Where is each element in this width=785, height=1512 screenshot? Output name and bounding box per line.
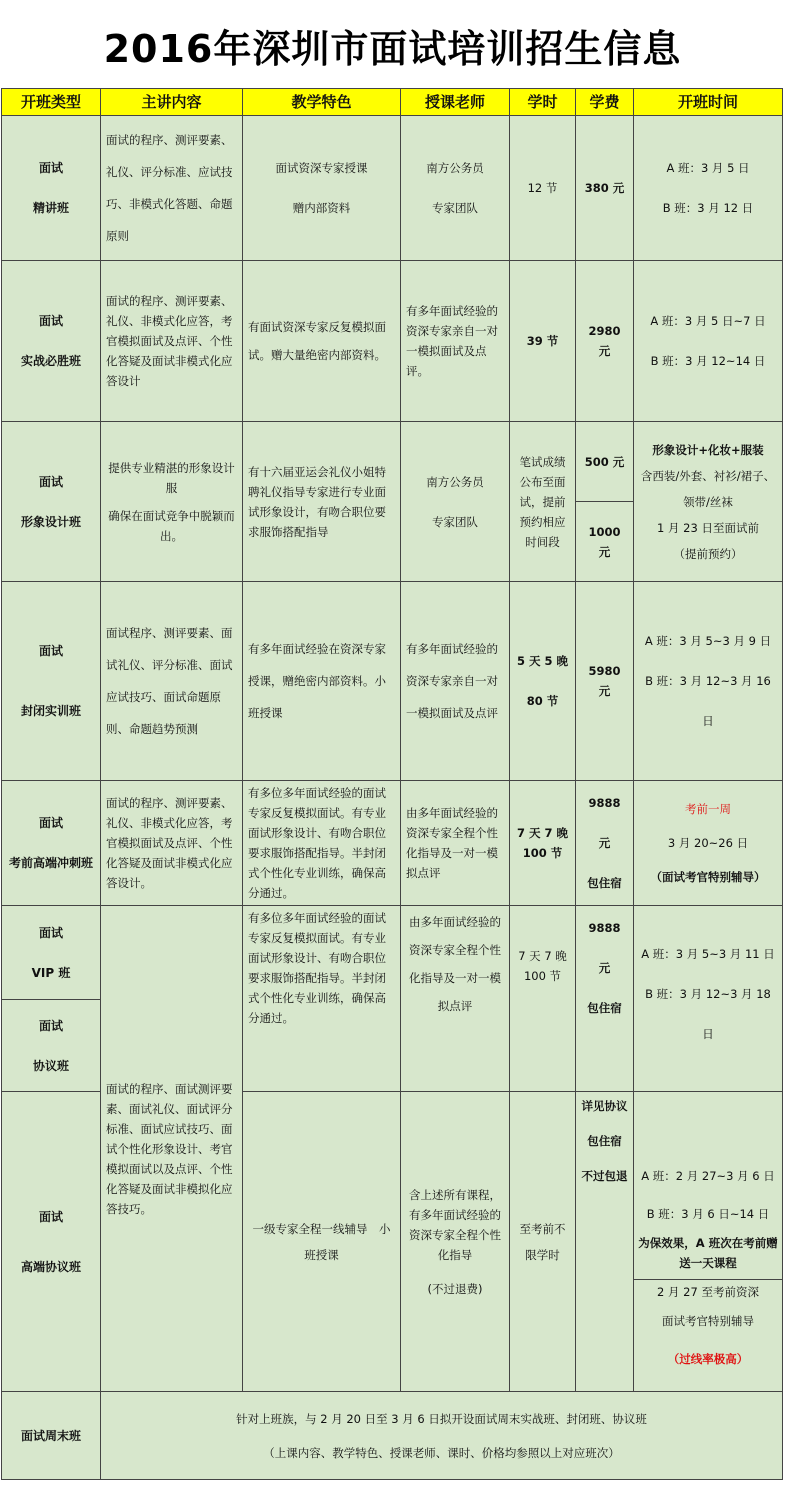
- class-feature: 有十六届亚运会礼仪小姐特聘礼仪指导专家进行专业面试形象设计，有吻合职位要求服饰搭配指导: [243, 422, 401, 582]
- class-fee: 9888 元 包住宿: [576, 781, 634, 906]
- class-hours: 7 天 7 晚 100 节: [510, 906, 576, 1092]
- class-time: 考前一周 3 月 20~26 日 （面试考官特别辅导）: [634, 781, 783, 906]
- header-type: 开班类型: [2, 89, 101, 116]
- class-type: 面试 实战必胜班: [2, 261, 101, 422]
- class-fee: 5980 元: [576, 582, 634, 781]
- class-type: 面试 精讲班: [2, 116, 101, 261]
- class-feature: 有多位多年面试经验的面试专家反复模拟面试。有专业面试形象设计、有吻合职位要求服饰搭配指导。半封闭式个性化专业训练，确保高分通过。: [243, 781, 401, 906]
- class-fee: 380 元: [576, 116, 634, 261]
- class-fee: 1000 元: [576, 502, 634, 582]
- class-hours: 至考前不限学时: [510, 1092, 576, 1392]
- class-teacher: 由多年面试经验的资深专家全程个性 化指导及一对一模拟点评: [401, 906, 510, 1092]
- class-hours: 12 节: [510, 116, 576, 261]
- class-type: 面试 考前高端冲刺班: [2, 781, 101, 906]
- class-feature: 有多位多年面试经验的面试专家反复模拟面试。有专业面试形象设计、有吻合职位要求服饰搭配指导。半封闭式个性化专业训练，确保高分通过。: [243, 906, 401, 1092]
- class-content: 提供专业精湛的形象设计服 确保在面试竞争中脱颖而出。: [101, 422, 243, 582]
- class-time: [634, 1092, 783, 1392]
- header-teacher: 授课老师: [401, 89, 510, 116]
- class-teacher: 南方公务员 专家团队: [401, 422, 510, 582]
- class-fee: 2980 元: [576, 261, 634, 422]
- table-row: [2, 906, 783, 1000]
- table-row: [2, 422, 783, 502]
- class-feature: 有多年面试经验在资深专家授课，赠绝密内部资料。小班授课: [243, 582, 401, 781]
- header-row: [2, 89, 783, 116]
- class-feature: 有面试资深专家反复模拟面试。赠大量绝密内部资料。: [243, 261, 401, 422]
- page-title: 2016年深圳市面试培训招生信息: [103, 27, 682, 71]
- class-type: 面试周末班: [2, 1392, 101, 1480]
- class-type: 面试 形象设计班: [2, 422, 101, 582]
- class-content: 面试程序、测评要素、面试礼仪、评分标准、面试应试技巧、面试命题原则、命题趋势预测: [101, 582, 243, 781]
- special-tutoring-block: 2 月 27 至考前资深 面试考官特别辅导 （过线率极高）: [634, 1279, 782, 1386]
- class-content: 面试的程序、测评要素、礼仪、非模式化应答，考官模拟面试及点评、个性化答疑及面试非模式化应答设计: [101, 261, 243, 422]
- table-row: [2, 1392, 783, 1480]
- table-row: [2, 781, 783, 906]
- class-fee: 详见协议 包住宿 不过包退: [576, 1092, 634, 1392]
- class-time: A 班：3 月 5 日 B 班：3 月 12 日: [634, 116, 783, 261]
- class-hours: 39 节: [510, 261, 576, 422]
- class-time: A 班：3 月 5 日~7 日 B 班：3 月 12~14 日: [634, 261, 783, 422]
- header-fee: 学费: [576, 89, 634, 116]
- time-block: A 班：2 月 27~3 月 6 日 B 班：3 月 6 日~14 日 为保效果，A 班次在考前赠送一天课程: [638, 1169, 778, 1270]
- class-time: A 班：3 月 5~3 月 9 日 B 班：3 月 12~3 月 16 日: [634, 582, 783, 781]
- enrollment-table: [1, 88, 783, 1480]
- class-hours: 笔试成绩公布至面试，提前预约相应时间段: [510, 422, 576, 582]
- class-time: 形象设计+化妆+服装 含西装/外套、衬衫/裙子、领带/丝袜 1 月 23 日至面试前 （提前预约）: [634, 422, 783, 582]
- class-type: 面试 高端协议班: [2, 1092, 101, 1392]
- class-feature: 一级专家全程一线辅导 小班授课: [243, 1092, 401, 1392]
- class-feature: 面试资深专家授课 赠内部资料: [243, 116, 401, 261]
- class-hours: 5 天 5 晚 80 节: [510, 582, 576, 781]
- class-type: 面试 协议班: [2, 1000, 101, 1092]
- class-time: A 班：3 月 5~3 月 11 日 B 班：3 月 12~3 月 18 日: [634, 906, 783, 1092]
- header-hours: 学时: [510, 89, 576, 116]
- class-fee: 500 元: [576, 422, 634, 502]
- class-hours: 7 天 7 晚 100 节: [510, 781, 576, 906]
- header-feature: 教学特色: [243, 89, 401, 116]
- class-content: 面试的程序、测评要素、礼仪、非模式化应答，考官模拟面试及点评、个性化答疑及面试非模式化应答设计。: [101, 781, 243, 906]
- class-type: 面试 封闭实训班: [2, 582, 101, 781]
- class-fee: 9888 元 包住宿: [576, 906, 634, 1092]
- table-row: [2, 116, 783, 261]
- header-time: 开班时间: [634, 89, 783, 116]
- class-content: 面试的程序、测评要素、礼仪、评分标准、应试技巧、非模式化答题、命题原则: [101, 116, 243, 261]
- class-teacher: 由多年面试经验的资深专家全程个性化指导及一对一模拟点评: [401, 781, 510, 906]
- table-row: [2, 261, 783, 422]
- class-teacher: 有多年面试经验的资深专家亲自一对一模拟面试及点评。: [401, 261, 510, 422]
- class-content: 面试的程序、面试测评要素、面试礼仪、面试评分标准、面试应试技巧、面试个性化形象设计、考官模拟面试以及点评、个性化答疑及面试非模拟化应答技巧。: [101, 906, 243, 1392]
- weekend-note: 针对上班族，与 2 月 20 日至 3 月 6 日拟开设面试周末实战班、封闭班、协议班 （上课内容、教学特色、授课老师、课时、价格均参照以上对应班次）: [101, 1392, 783, 1480]
- class-type: 面试 VIP 班: [2, 906, 101, 1000]
- class-teacher: 含上述所有课程，有多年面试经验的资深专家全程个性化指导 (不过退费): [401, 1092, 510, 1392]
- header-content: 主讲内容: [101, 89, 243, 116]
- table-row: [2, 582, 783, 781]
- class-teacher: 有多年面试经验的资深专家亲自一对一模拟面试及点评: [401, 582, 510, 781]
- class-teacher: 南方公务员 专家团队: [401, 116, 510, 261]
